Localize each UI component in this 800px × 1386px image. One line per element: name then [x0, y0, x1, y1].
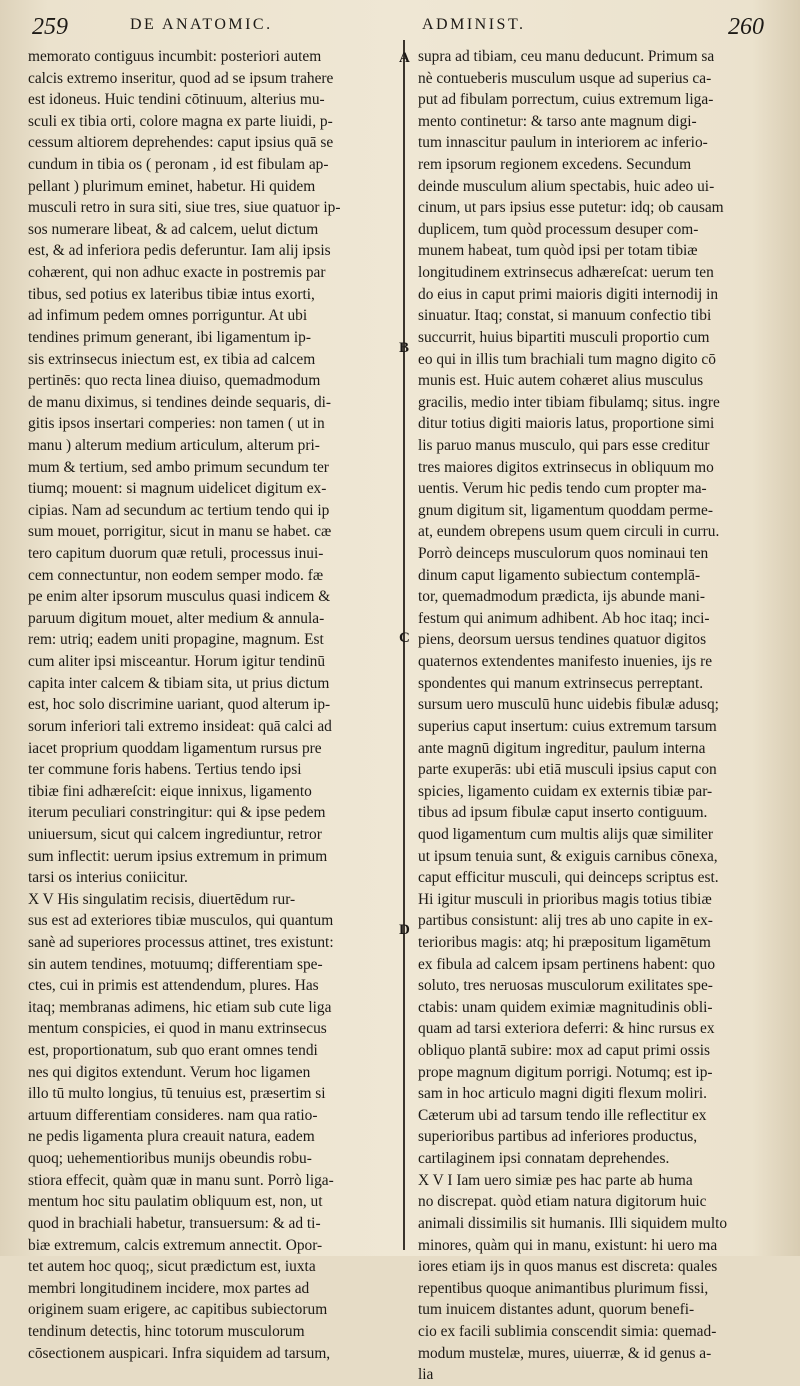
text-line: ad infimum pedem omnes porriguntur. At ubi	[28, 307, 308, 325]
text-line: cōsectionem auspicari. Infra siquidem ad tarsum,	[28, 1344, 331, 1362]
text-line: cessum altiorem deprehendes: caput ipsius quā se	[28, 134, 334, 152]
text-line: superius caput insertum: cuius extremum tarsum	[418, 717, 717, 735]
text-line: sam in hoc articulo magni digiti flexum moliri.	[418, 1085, 707, 1103]
text-line: soluto, tres neruosas musculorum exilitates spe-	[418, 977, 713, 995]
text-line: membri longitudinem incidere, mox partes ad	[28, 1279, 310, 1297]
text-line: parte exuperās: ubi etiā musculi ipsius caput con	[418, 761, 717, 779]
text-line: musculi retro in sura siti, siue tres, siue quatuor ip-	[28, 199, 341, 217]
text-line: deinde musculum alium spectabis, huic adeo ui-	[418, 177, 715, 195]
text-line: X V His singulatim recisis, diuertēdum rur-	[28, 890, 296, 908]
margin-marker-b: B	[399, 340, 410, 356]
page-number-left: 259	[32, 14, 68, 40]
text-line: repentibus quoque animantibus plurimum fissi,	[418, 1279, 709, 1297]
text-line: memorato contiguus incumbit: posteriori autem	[28, 48, 322, 65]
text-line: rem ipsorum regionem excedens. Secundum	[418, 156, 692, 174]
running-title-left: DE ANATOMIC.	[130, 16, 273, 33]
text-line: mentum conspicies, ei quod in manu extrinsecus	[28, 1020, 327, 1038]
margin-marker-c: C	[399, 630, 410, 646]
text-line: Porrò deinceps musculorum quos nominaui ten	[418, 545, 709, 563]
text-line: cio ex facili sublimia conscendit simia: quemad-	[418, 1322, 717, 1340]
text-line: cipias. Nam ad secundum ac tertium tendo qui ip	[28, 501, 330, 519]
text-line: ter commune foris habens. Tertius tendo ipsi	[28, 761, 302, 779]
text-line: cohærent, qui non adhuc exacte in postremis par	[28, 264, 326, 282]
text-line: tum inuicem distantes adunt, quorum benefi-	[418, 1301, 695, 1319]
text-line: uniuersum, sicut qui calcem ingrediuntur, retror	[28, 825, 322, 843]
text-line: biæ extremum, calcis extremum annectit. Opor-	[28, 1236, 323, 1254]
text-line: superioribus partibus ad inferiores productus,	[418, 1128, 698, 1146]
text-line: ex fibula ad calcem ipsam pertinens habent: quo	[418, 955, 716, 973]
text-line: paruum digitum mouet, alter medium & annula-	[28, 609, 325, 627]
text-line: quaternos extendentes manifesto inuenies, ijs re	[418, 653, 713, 671]
text-line: ut ipsum tenuia sunt, & exiguis carnibus cōnexa,	[418, 847, 718, 865]
text-line: uentis. Verum hic pedis tendo cum propter ma-	[418, 480, 707, 498]
text-line: nè contueberis musculum usque ad superius ca-	[418, 69, 712, 87]
text-line: sum mouet, porrigitur, sicut in manu se habet. cæ	[28, 523, 332, 541]
text-line: at, eundem obrepens usum quem circuli in curru.	[418, 523, 720, 541]
text-line: itaq; membranas adimens, hic etiam sub cute liga	[28, 998, 332, 1016]
text-line: artuum differentiam consideres. nam qua ratio-	[28, 1106, 318, 1124]
text-line: Cæterum ubi ad tarsum tendo ille reflectitur ex	[418, 1106, 707, 1124]
margin-marker-d: D	[399, 922, 410, 938]
text-line: mum & tertium, sed ambo primum secundum ter	[28, 458, 329, 476]
text-line: piens, deorsum uersus tendines quatuor digitos	[418, 631, 707, 649]
text-line: sum inflectit: uerum ipsius extremum in primum	[28, 847, 328, 865]
text-line: minores, quàm qui in manu, existunt: hi uero ma	[418, 1236, 718, 1254]
text-line: est, hoc solo discrimine uariant, quod alterum ip-	[28, 696, 331, 714]
text-line: no discrepat. quòd etiam natura digitorum huic	[418, 1193, 707, 1211]
text-line: spondentes qui manum extrinsecus perreptant.	[418, 674, 704, 692]
text-line: est, proportionatum, sub quo erant omnes tendi	[28, 1042, 318, 1060]
text-line: de manu diximus, si tendines deinde sequaris, di-	[28, 393, 332, 411]
text-line: sursum uero musculū hunc uidebis fibulæ adusq;	[418, 696, 719, 714]
text-line: cinum, ut pars ipsius esse putetur: idq; ob causam	[418, 199, 724, 217]
text-line: iterum peculiari constringitur: qui & ipse pedem	[28, 804, 326, 822]
text-line: tibus ad ipsum fibulæ caput inserto contiguum.	[418, 804, 708, 822]
text-line: cum aliter ipsi misceantur. Horum igitur tendinū	[28, 653, 326, 671]
text-line: ctes, cui in primis est attendendum, plures. Has	[28, 977, 319, 995]
text-line: est, & ad inferiora pedis deferuntur. Iam alij ipsis	[28, 242, 331, 260]
text-line: tero capitum duorum quæ retuli, processus inui-	[28, 545, 324, 563]
text-line: festum qui animum adhibent. Ab hoc itaq; inci-	[418, 609, 710, 627]
text-line: gnum digitum sit, ligamentum quoddam perme-	[418, 501, 713, 519]
text-line: spicies, ligamento cuidam ex externis tibiæ par-	[418, 782, 713, 800]
text-line: quoq; uehementioribus munijs obeundis robu-	[28, 1150, 312, 1168]
text-line: iores etiam ijs in quos manus est discreta: quales	[418, 1258, 718, 1276]
margin-marker-a: A	[399, 50, 410, 66]
text-line: Hi igitur musculi in prioribus magis totius tibiæ	[418, 890, 712, 908]
text-line: cem connectuntur, non eodem semper modo. fæ	[28, 566, 324, 584]
text-line: dinum caput ligamento subiectum contemplā-	[418, 566, 701, 584]
text-line: supra ad tibiam, ceu manu deducunt. Primum sa	[418, 48, 715, 65]
text-line: rem: utriq; eadem uniti propagine, magnum. Est	[28, 631, 324, 649]
text-line: est idoneus. Huic tendini cōtinuum, alterius mu-	[28, 91, 325, 109]
text-line: pellant ) plurimum eminet, habetur. Hi quidem	[28, 177, 316, 195]
text-line: sanè ad superiores processus attinet, tres existunt:	[28, 933, 334, 951]
text-line: tum innascitur paulum in interiorem ac inferio-	[418, 134, 708, 152]
text-line: modum mustelæ, mures, uiuerræ, & id genus a-	[418, 1344, 712, 1362]
text-line: ctabis: unam quidem eximiæ magnitudinis obli-	[418, 998, 713, 1016]
text-line: ditur totius digiti maioris latus, proportione simi	[418, 415, 715, 433]
text-line: stiora effecit, quàm quæ in manu sunt. Porrò liga-	[28, 1171, 334, 1189]
page-number-right: 260	[728, 14, 764, 40]
text-line: quod ligamentum cum multis alijs quæ similiter	[418, 825, 713, 843]
text-line: manu ) alterum medium articulum, alterum pri-	[28, 436, 320, 454]
text-line: tarsi os interius coniicitur.	[28, 869, 188, 887]
text-line: tor, quemadmodum prædicta, ijs abunde mani-	[418, 588, 706, 606]
text-line: gracilis, medio inter tibiam fibulamq; situs. ingre	[418, 393, 720, 411]
text-line: tet autem hoc quoq;, sicut prædictum est, iuxta	[28, 1258, 316, 1276]
running-header	[0, 14, 800, 44]
text-line: pe enim alter ipsorum musculus quasi indicem &	[28, 588, 331, 606]
text-line: capita inter calcem & tibiam sita, ut prius dictum	[28, 674, 330, 692]
text-line: originem suam erigere, ac capitibus subiectorum	[28, 1301, 328, 1319]
text-line: tendines primum generant, ibi ligamentum ip-	[28, 328, 311, 346]
text-line: mento continetur: & tarso ante magnum digi-	[418, 112, 697, 130]
text-line: ne pedis ligamenta plura creauit natura, eadem	[28, 1128, 315, 1146]
text-line: iacet proprium quoddam ligamentum rursus pre	[28, 739, 322, 757]
text-line: tiumq; mouent: si magnum uidelicet digitum ex-	[28, 480, 327, 498]
text-line: partibus consistunt: alij tres ab uno capite in ex-	[418, 912, 713, 930]
text-line: pertinēs: quo recta linea diuiso, quemadmodum	[28, 372, 321, 390]
text-line: X V I Iam uero simiæ pes hac parte ab huma	[418, 1171, 693, 1189]
text-line: calcis extremo inseritur, quod ad se ipsum trahere	[28, 69, 334, 87]
text-line: duplicem, tum quòd processum desuper com-	[418, 220, 699, 238]
text-line: lis paruo manus musculo, qui pars esse creditur	[418, 436, 710, 454]
text-line: nes qui digitos extendunt. Verum hoc ligamen	[28, 1063, 311, 1081]
text-line: quod in brachiali habetur, transuersum: & ad ti-	[28, 1214, 321, 1232]
text-line: eo qui in illis tum brachiali tum magno digito cō	[418, 350, 716, 368]
text-line: munis est. Huic autem cohæret alius musculus	[418, 372, 704, 390]
text-line: sorum inferiori tali extremo insideat: quā calci ad	[28, 717, 332, 735]
text-line: succurrit, huius bipartiti musculi proportio cum	[418, 328, 710, 346]
text-line: obliquo plantā subire: mox ad caput primi ossis	[418, 1042, 710, 1060]
text-line: caput efficitur musculi, qui deinceps scriptus est.	[418, 869, 719, 887]
text-line: ante magnū digitum ingreditur, paulum interna	[418, 739, 706, 757]
text-line: lia	[418, 1366, 434, 1384]
running-title-right: ADMINIST.	[422, 16, 526, 33]
text-line: mentum hoc situ paulatim obliquum est, non, ut	[28, 1193, 323, 1211]
text-line: munem habeat, tum quòd ipsi per totam tibiæ	[418, 242, 698, 260]
text-line: tibiæ fini adhæreſcit: eique innixus, ligamento	[28, 782, 312, 800]
right-text-column	[418, 46, 786, 1386]
text-line: tendinum detectis, hinc totorum musculorum	[28, 1322, 305, 1340]
text-line: sculi ex tibia orti, colore magna ex parte liuidi, p-	[28, 112, 333, 130]
text-line: put ad fibulam porrectum, cuius extremum liga-	[418, 91, 714, 109]
text-line: gitis ipsos insertari comperies: non tamen ( ut in	[28, 415, 325, 433]
text-line: quam ad tarsi exteriora deferri: & hinc rursus ex	[418, 1020, 715, 1038]
text-line: sos numerare libeat, & ad calcem, uelut dictum	[28, 220, 319, 238]
left-text-column	[28, 46, 400, 1364]
text-line: sus est ad exteriores tibiæ musculos, qui quantum	[28, 912, 334, 930]
text-line: cartilaginem ipsi connatam deprehendes.	[418, 1150, 670, 1168]
text-line: tres maiores digitos extrinsecus in obliquum mo	[418, 458, 714, 476]
text-line: sinuatur. Itaq; constat, si manuum confectio tibi	[418, 307, 712, 325]
text-line: tibus, sed potius ex lateribus tibiæ intus exorti,	[28, 285, 315, 303]
text-line: illo tū multo longius, tū tenuius est, præsertim si	[28, 1085, 326, 1103]
text-line: animali dissimilis sit humanis. Illi siquidem multo	[418, 1214, 728, 1232]
text-line: do eius in caput primi maioris digiti internodij in	[418, 285, 719, 303]
text-line: sin autem tendines, motuumq; differentiam spe-	[28, 955, 323, 973]
text-line: sis extrinsecus iniectum est, ex tibia ad calcem	[28, 350, 316, 368]
text-line: prope magnum digitum porrigi. Notumq; est ip-	[418, 1063, 713, 1081]
text-line: terioribus magis: atq; hi præpositum ligamētum	[418, 933, 711, 951]
text-line: longitudinem extrinsecus adhæreſcat: uerum ten	[418, 264, 714, 282]
text-line: cundum in tibia os ( peronam , id est fibulam ap-	[28, 156, 329, 174]
